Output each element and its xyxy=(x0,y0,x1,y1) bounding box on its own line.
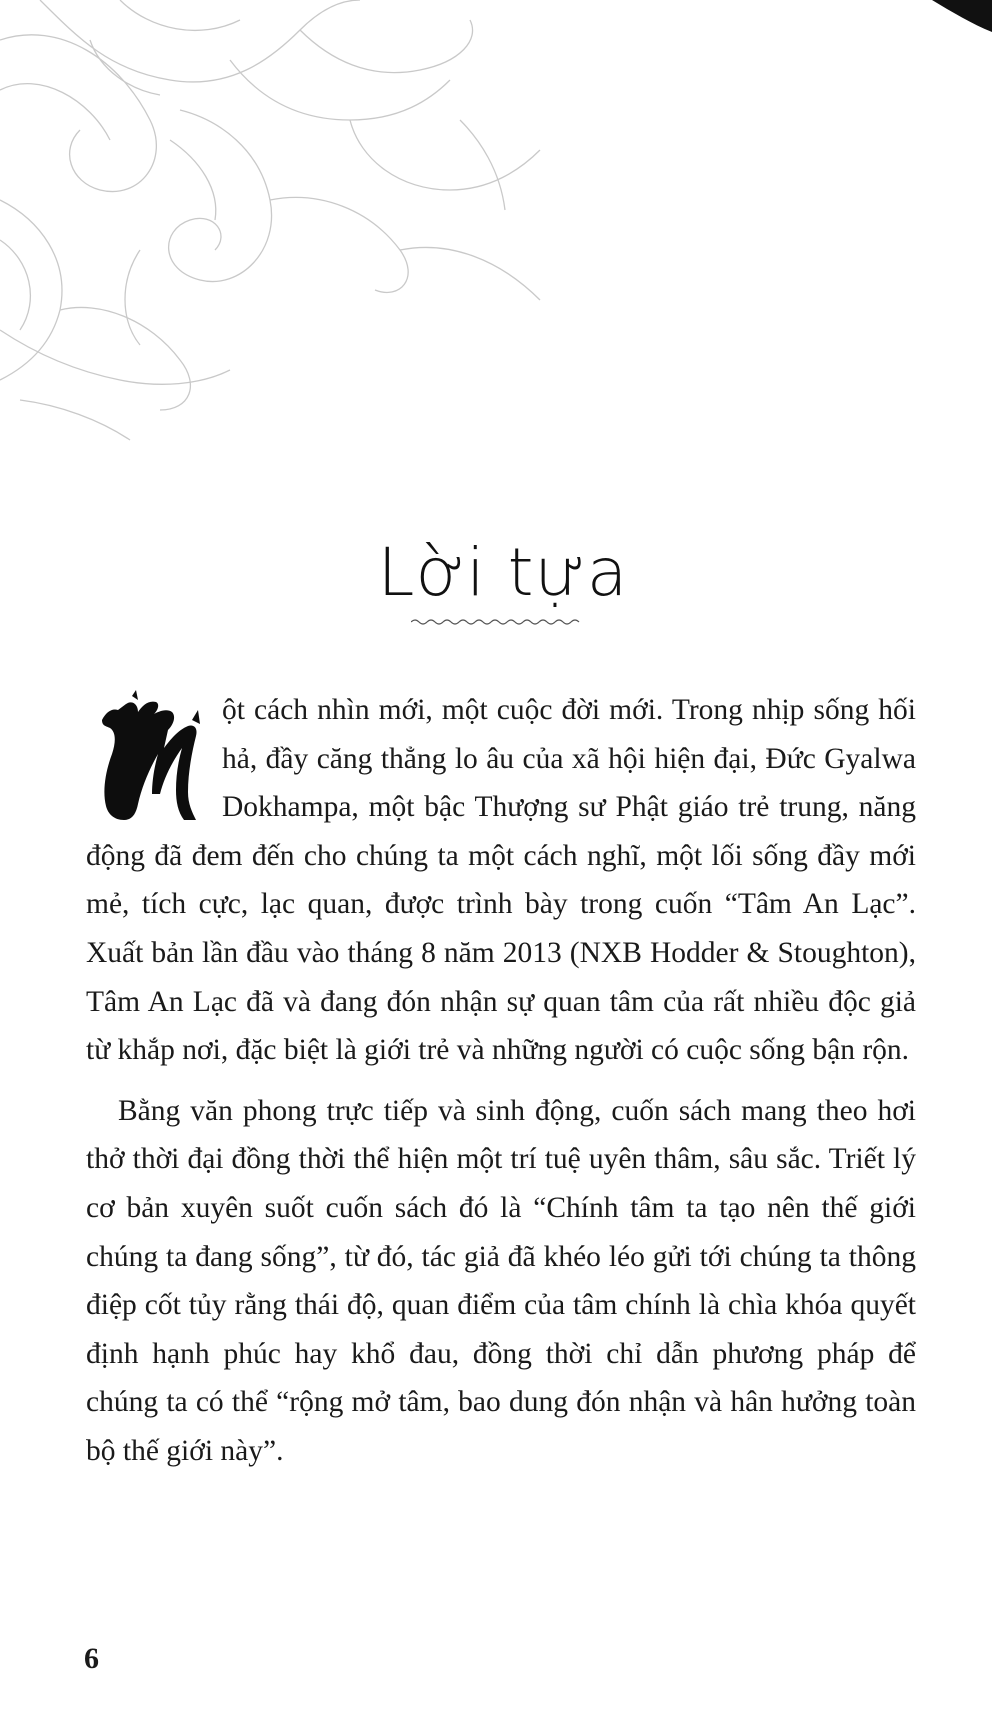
paragraph-1-text: ột cách nhìn mới, một cuộc đời mới. Trong nhịp sống hối hả, đầy căng thẳng lo âu của xã hội hiện đại, Đức Gyalwa Dokhampa, một bậc Thượng sư Phật giáo trẻ trung, năng động đã đem đến cho chúng ta một cách nghĩ, một lối sống đầy mới mẻ, tích cực, lạc quan, được trình bày trong cuốn “Tâm An Lạc”. Xuất bản lần đầu vào tháng 8 năm 2013 (NXB Hodder & Stoughton), Tâm An Lạc đã và đang đón nhận sự quan tâm của rất nhiều độc giả từ khắp nơi, đặc biệt là giới trẻ và những người có cuộc sống bận rộn. xyxy=(86,694,916,1067)
paragraph-1 xyxy=(86,686,916,1075)
chapter-title: Lời tựa xyxy=(377,534,629,611)
corner-mark-icon xyxy=(922,0,992,40)
floral-ornament-icon xyxy=(0,0,560,460)
preface-body xyxy=(86,686,916,1476)
brush-letter-m-icon xyxy=(88,690,216,824)
wavy-divider-icon xyxy=(411,616,581,628)
chapter-header xyxy=(0,534,992,628)
paragraph-2: Bằng văn phong trực tiếp và sinh động, cuốn sách mang theo hơi thở thời đại đồng thời thể hiện một trí tuệ uyên thâm, sâu sắc. Triết lý cơ bản xuyên suốt cuốn sách đó là “Chính tâm ta tạo nên thế giới chúng ta đang sống”, từ đó, tác giả đã khéo léo gửi tới chúng ta thông điệp cốt tủy rằng thái độ, quan điểm của tâm chính là chìa khóa quyết định hạnh phúc hay khổ đau, đồng thời chỉ dẫn phương pháp để chúng ta có thể “rộng mở tâm, bao dung đón nhận và hân hưởng toàn bộ thế giới này”. xyxy=(86,1094,916,1467)
page-number: 6 xyxy=(84,1642,99,1675)
